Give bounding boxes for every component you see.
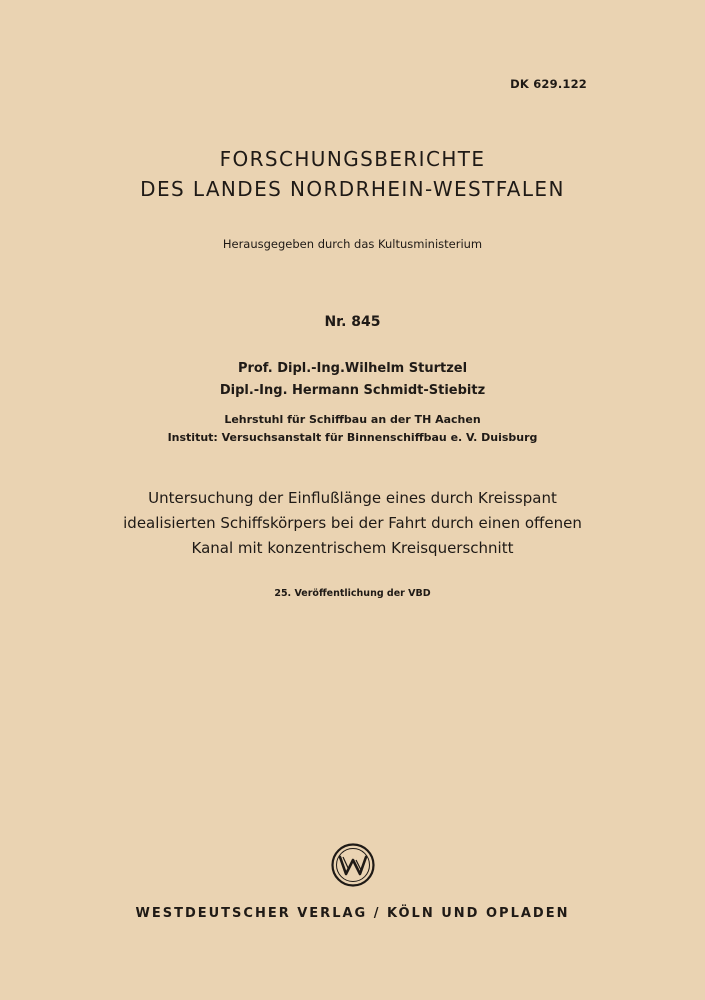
affiliation-2: Institut: Versuchsanstalt für Binnenschiffbau e. V. Duisburg — [167, 431, 538, 444]
report-title-line-2: idealisierten Schiffskörpers bei der Fahrt durch einen offenen — [123, 514, 582, 532]
dk-classification: DK 629.122 — [510, 77, 587, 91]
editor-line: Herausgegeben durch das Kultusministerium — [222, 237, 483, 251]
series-title-line-1: FORSCHUNGSBERICHTE — [219, 147, 486, 171]
publication-note: 25. Veröffentlichung der VBD — [274, 588, 431, 599]
report-title-line-1: Untersuchung der Einflußlänge eines durch Kreisspant — [148, 489, 557, 507]
publisher-w-logo-icon — [331, 843, 375, 887]
report-title-line-3: Kanal mit konzentrischem Kreisquerschnitt — [191, 539, 514, 557]
report-number: Nr. 845 — [324, 314, 381, 330]
publisher-imprint: WESTDEUTSCHER VERLAG / KÖLN UND OPLADEN — [135, 906, 570, 921]
report-title — [0, 486, 705, 561]
series-title-line-2: DES LANDES NORDRHEIN-WESTFALEN — [140, 177, 565, 201]
author-2: Dipl.-Ing. Hermann Schmidt-Stiebitz — [219, 383, 486, 398]
affiliation-1: Lehrstuhl für Schiffbau an der TH Aachen — [224, 413, 481, 426]
author-1: Prof. Dipl.-Ing.Wilhelm Sturtzel — [237, 361, 468, 376]
